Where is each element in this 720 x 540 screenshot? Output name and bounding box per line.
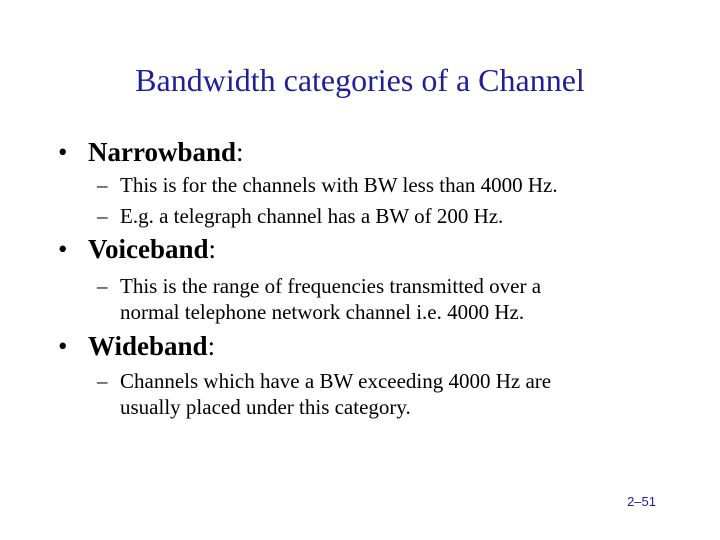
sub-bullet-marker: – — [97, 204, 108, 228]
sub-bullet-text-line-2: normal telephone network channel i.e. 4000 Hz. — [120, 300, 525, 324]
sub-bullet-marker: – — [97, 173, 108, 197]
bullet-suffix: : — [208, 234, 217, 264]
bullet-term: Voiceband — [88, 234, 209, 264]
sub-bullet-text-line-2: usually placed under this category. — [120, 395, 411, 419]
sub-bullet — [97, 273, 541, 325]
bullet-suffix: : — [236, 137, 244, 167]
bullet-suffix: : — [207, 331, 216, 361]
bullet-marker: • — [58, 234, 68, 264]
slide-title: Bandwidth categories of a Channel — [135, 62, 585, 98]
sub-bullet-text: This is for the channels with BW less than 4000 Hz. — [120, 173, 558, 197]
bullet-narrowband — [58, 136, 244, 168]
sub-bullet — [97, 368, 551, 420]
sub-bullet-marker: – — [97, 369, 108, 393]
sub-bullet — [97, 172, 558, 198]
bullet-term: Wideband — [88, 331, 208, 361]
sub-bullet-text: E.g. a telegraph channel has a BW of 200 Hz. — [120, 204, 504, 228]
bullet-term: Narrowband — [88, 137, 237, 167]
bullet-marker: • — [58, 137, 68, 167]
bullet-wideband — [58, 330, 215, 362]
page-number: 2–51 — [627, 494, 656, 509]
bullet-marker: • — [58, 331, 68, 361]
sub-bullet-text-line-1: Channels which have a BW exceeding 4000 Hz are — [120, 369, 552, 393]
sub-bullet-text-line-1: This is the range of frequencies transmitted over a — [120, 274, 542, 298]
sub-bullet — [97, 203, 503, 229]
sub-bullet-marker: – — [97, 274, 108, 298]
bullet-voiceband — [58, 233, 216, 265]
